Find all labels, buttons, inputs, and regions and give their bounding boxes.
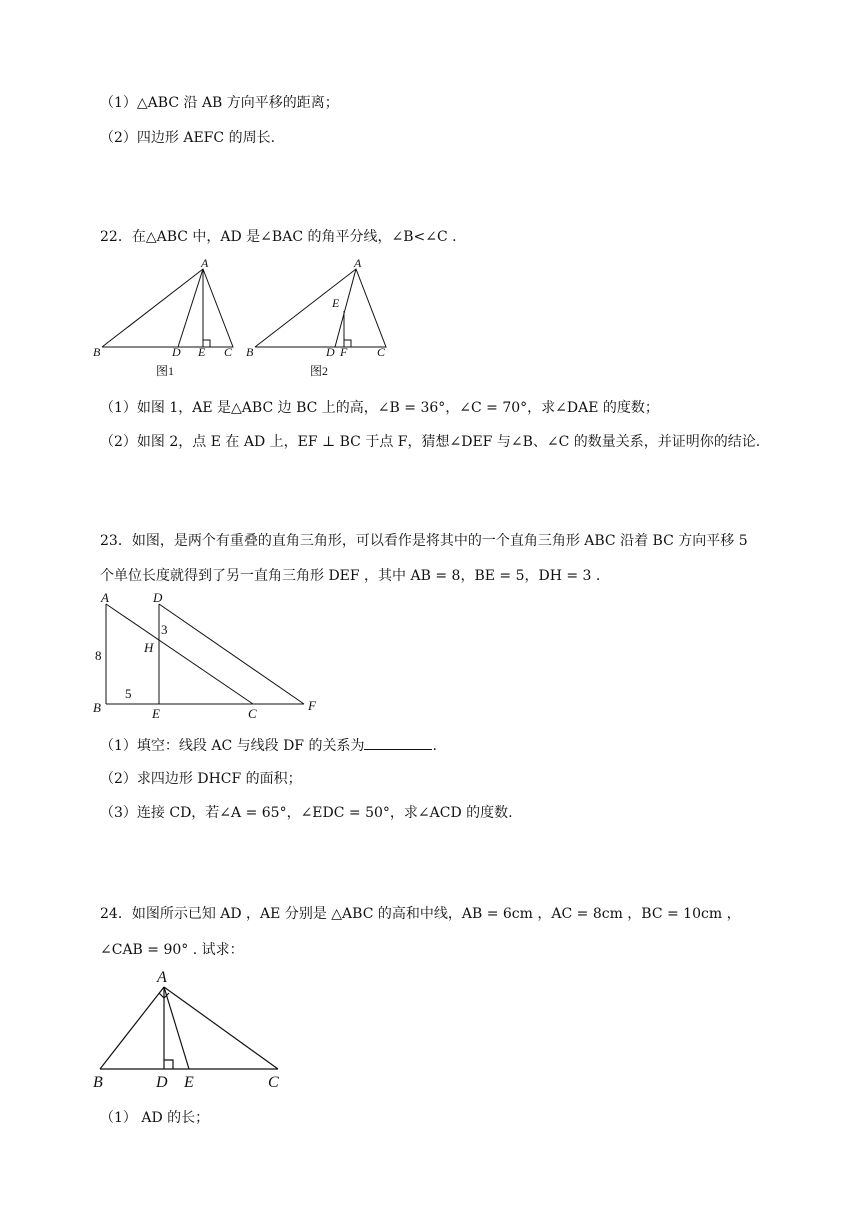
fig2-label-a: A	[354, 256, 362, 270]
q23-figure	[90, 588, 340, 723]
q24-part1: （1） AD 的长；	[100, 1110, 210, 1126]
fig1-label-e: E	[198, 345, 206, 359]
q24-figure	[88, 962, 293, 1092]
q23-part1-suffix: .	[432, 738, 437, 754]
q23-label-c: C	[248, 706, 257, 721]
fig2-label-b: B	[246, 345, 254, 359]
fig1-label-d: D	[172, 345, 181, 359]
fig2-label-e: E	[332, 296, 340, 310]
q23-label-ab: 8	[95, 648, 102, 663]
q22-figure-1	[90, 255, 250, 380]
q23-label-a: A	[101, 590, 109, 605]
fig1-label-c: C	[224, 345, 233, 359]
q22-stem: 22．在△ABC 中，AD 是∠BAC 的角平分线，∠B<∠C .	[100, 229, 457, 245]
fig1-label-b: B	[93, 345, 101, 359]
q24-stem-line2: ∠CAB = 90° . 试求：	[100, 942, 244, 958]
q23-label-d: D	[153, 590, 163, 605]
q24-label-a: A	[157, 969, 167, 986]
fig1-caption: 图1	[156, 364, 175, 378]
q24-label-c: C	[268, 1074, 279, 1091]
q23-label-dh: 3	[161, 622, 168, 637]
q23-part1-prefix: （1）填空：线段 AC 与线段 DF 的关系为	[100, 738, 365, 754]
q23-part2: （2）求四边形 DHCF 的面积；	[100, 771, 302, 787]
q22-part1: （1）如图 1，AE 是△ABC 边 BC 上的高，∠B = 36°，∠C = 70°，求∠DAE 的度数；	[100, 400, 659, 416]
answer-blank[interactable]	[364, 737, 432, 750]
q23-label-be: 5	[125, 686, 132, 701]
q21-part1: （1）△ABC 沿 AB 方向平移的距离；	[100, 95, 339, 111]
q22-part2: （2）如图 2，点 E 在 AD 上，EF ⊥ BC 于点 F，猜想∠DEF 与∠B、∠C 的数量关系，并证明你的结论.	[100, 434, 761, 450]
fig2-label-f: F	[340, 345, 348, 359]
q23-stem-line1: 23．如图，是两个有重叠的直角三角形，可以看作是将其中的一个直角三角形 ABC 沿着 BC 方向平移 5	[100, 533, 748, 549]
q23-label-f: F	[308, 698, 316, 713]
fig2-label-d: D	[326, 345, 335, 359]
q24-label-b: B	[93, 1074, 103, 1091]
q23-part1	[100, 735, 437, 755]
q23-label-b: B	[93, 700, 101, 715]
q23-part3: （3）连接 CD，若∠A = 65°，∠EDC = 50°，求∠ACD 的度数.	[100, 805, 513, 821]
q23-label-h: H	[144, 640, 154, 655]
q21-part2: （2）四边形 AEFC 的周长.	[100, 130, 276, 146]
q24-label-d: D	[156, 1074, 168, 1091]
q24-stem-line1: 24．如图所示已知 AD ，AE 分别是 △ABC 的高和中线，AB = 6cm ，AC = 8cm ，BC = 10cm ，	[100, 906, 741, 922]
fig2-caption: 图2	[310, 364, 329, 378]
fig1-label-a: A	[201, 256, 209, 270]
q23-label-e: E	[152, 706, 160, 721]
q23-stem-line2: 个单位长度就得到了另一直角三角形 DEF ，其中 AB = 8，BE = 5，DH = 3 .	[100, 568, 601, 584]
q22-figure-2	[243, 255, 403, 380]
fig2-label-c: C	[377, 345, 386, 359]
q24-label-e: E	[184, 1074, 194, 1091]
